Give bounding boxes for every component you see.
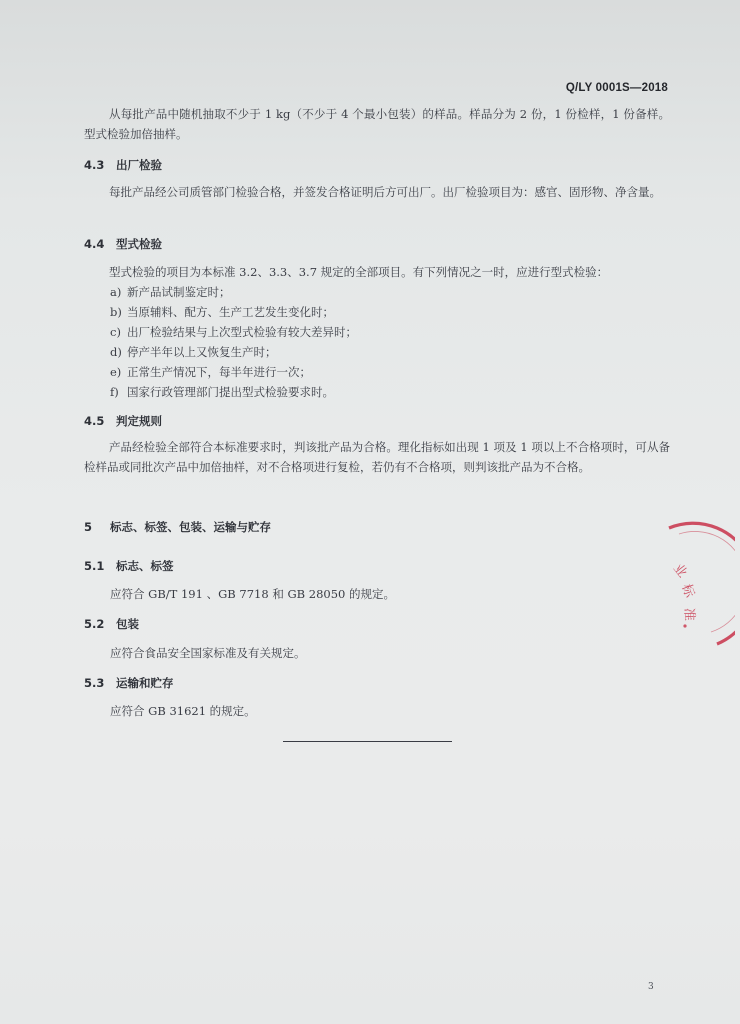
list-item: b) 当原辅料、配方、生产工艺发生变化时； (110, 305, 334, 319)
section-number: 4.3 (84, 158, 105, 172)
section-number: 5.2 (84, 617, 105, 631)
list-item: a) 新产品试制鉴定时； (110, 285, 231, 299)
section-title: 型式检验 (116, 237, 162, 251)
end-of-text-rule (283, 741, 452, 742)
section-title: 判定规则 (116, 414, 162, 428)
section-number: 5.3 (84, 676, 105, 690)
standard-code: Q/LY 0001S—2018 (565, 82, 668, 94)
section-title: 标志、标签 (116, 559, 174, 573)
section-number: 5 (84, 520, 93, 534)
factory-inspection-paragraph: 每批产品经公司质管部门检验合格，并签发合格证明后方可出厂。出厂检验项目为：感官、固形物、净含量。 (109, 185, 661, 199)
section-number: 4.4 (84, 237, 105, 251)
list-item: c) 出厂检验结果与上次型式检验有较大差异时； (110, 325, 357, 339)
section-heading-4-5 (84, 413, 162, 429)
svg-text:标: 标 (678, 582, 697, 600)
section-heading-5-3 (84, 675, 174, 691)
section-title: 出厂检验 (116, 158, 162, 172)
svg-text:准: 准 (681, 607, 697, 622)
section-number: 5.1 (84, 559, 105, 573)
svg-text:业: 业 (669, 561, 690, 581)
type-inspection-paragraph: 型式检验的项目为本标准 3.2、3.3、3.7 规定的全部项目。有下列情况之一时，应进行型式检验： (109, 265, 609, 279)
sampling-paragraph: 从每批产品中随机抽取不少于 1 kg（不少于 4 个最小包装）的样品。样品分为 2 份，1 份检样，1 份备样。型式检验加倍抽样。 (84, 107, 670, 141)
section-heading-4-3 (84, 157, 162, 173)
page-number: 3 (648, 982, 654, 992)
section-heading-5-1 (84, 558, 174, 574)
list-item: f) 国家行政管理部门提出型式检验要求时。 (110, 385, 334, 399)
section-heading-5-2 (84, 616, 139, 632)
list-item: d) 停产半年以上又恢复生产时； (110, 345, 277, 359)
transport-storage-text: 应符合 GB 31621 的规定。 (110, 704, 256, 718)
type-inspection-conditions (110, 282, 670, 402)
marking-labeling-text: 应符合 GB/T 191 、GB 7718 和 GB 28050 的规定。 (110, 587, 396, 601)
list-item: e) 正常生产情况下，每半年进行一次； (110, 365, 311, 379)
section-number: 4.5 (84, 414, 105, 428)
section-title: 标志、标签、包装、运输与贮存 (110, 520, 271, 534)
red-seal-stamp-icon (655, 520, 735, 656)
packaging-text: 应符合食品安全国家标准及有关规定。 (110, 646, 306, 660)
section-heading-4-4 (84, 236, 162, 252)
section-title: 运输和贮存 (116, 676, 174, 690)
section-title: 包装 (116, 617, 139, 631)
judgement-rules-paragraph: 产品经检验全部符合本标准要求时，判该批产品为合格。理化指标如出现 1 项及 1 项以上不合格项时，可从备检样品或同批次产品中加倍抽样，对不合格项进行复检，若仍有不合格项，则判该批产品为不合格。 (84, 440, 670, 474)
section-heading-5 (84, 519, 271, 535)
